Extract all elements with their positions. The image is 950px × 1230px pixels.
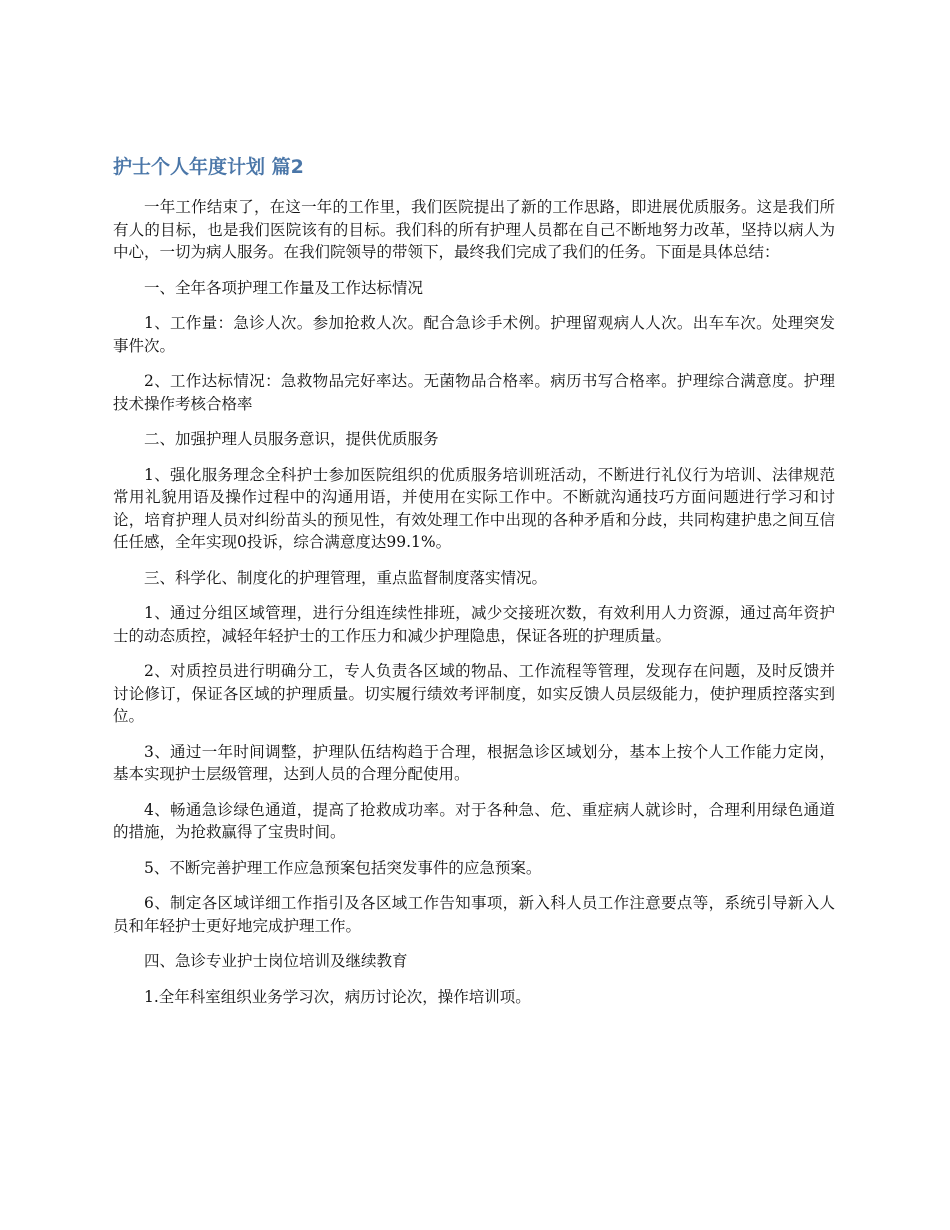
paragraph-workload: 1、工作量：急诊人次。参加抢救人次。配合急诊手术例。护理留观病人人次。出车车次。处理突发事件次。 xyxy=(113,314,835,355)
section-heading-1: 一、全年各项护理工作量及工作达标情况 xyxy=(144,278,424,297)
intro-paragraph: 一年工作结束了，在这一年的工作里，我们医院提出了新的工作思路，即进展优质服务。这是我们所有人的目标，也是我们医院该有的目标。我们科的所有护理人员都在自己不断地努力改革，坚持以病人为中心，一切为病人服务。在我们院领导的带领下，最终我们完成了我们的任务。下面是具体总结： xyxy=(113,198,835,261)
page-title: 护士个人年度计划 篇2 xyxy=(113,156,304,178)
paragraph-management-5: 5、不断完善护理工作应急预案包括突发事件的应急预案。 xyxy=(144,858,542,877)
section-heading-2: 二、加强护理人员服务意识，提供优质服务 xyxy=(144,430,439,448)
paragraph-training-1: 1.全年科室组织业务学习次，病历讨论次，操作培训项。 xyxy=(144,987,531,1006)
paragraph-management-3: 3、通过一年时间调整，护理队伍结构趋于合理，根据急诊区域划分，基本上按个人工作能力定岗，基本实现护士层级管理，达到人员的合理分配使用。 xyxy=(113,742,835,783)
paragraph-service: 1、强化服务理念全科护士参加医院组织的优质服务培训班活动，不断进行礼仪行为培训、法律规范常用礼貌用语及操作过程中的沟通用语，并使用在实际工作中。不断就沟通技巧方面问题进行学习和讨论，培育护理人员对纠纷苗头的预见性，有效处理工作中出现的各种矛盾和分歧，共同构建护患之间互信任任感，全年实现0投诉，综合满意度达99.1%。 xyxy=(113,465,835,551)
section-heading-4: 四、急诊专业护士岗位培训及继续教育 xyxy=(144,952,408,970)
paragraph-management-1: 1、通过分组区域管理，进行分组连续性排班，减少交接班次数，有效利用人力资源，通过高年资护士的动态质控，减轻年轻护士的工作压力和减少护理隐患，保证各班的护理质量。 xyxy=(113,604,835,645)
paragraph-management-4: 4、畅通急诊绿色通道，提高了抢救成功率。对于各种急、危、重症病人就诊时，合理利用绿色通道的措施，为抢救赢得了宝贵时间。 xyxy=(113,800,835,841)
document-page xyxy=(113,152,835,1021)
paragraph-management-2: 2、对质控员进行明确分工，专人负责各区域的物品、工作流程等管理，发现存在问题，及时反馈并讨论修订，保证各区域的护理质量。切实履行绩效考评制度，如实反馈人员层级能力，使护理质控落实到位。 xyxy=(113,662,835,725)
paragraph-management-6: 6、制定各区域详细工作指引及各区域工作告知事项，新入科人员工作注意要点等，系统引导新入人员和年轻护士更好地完成护理工作。 xyxy=(113,894,835,935)
section-heading-3: 三、科学化、制度化的护理管理，重点监督制度落实情况。 xyxy=(144,568,548,587)
paragraph-standards: 2、工作达标情况：急救物品完好率达。无菌物品合格率。病历书写合格率。护理综合满意度。护理技术操作考核合格率 xyxy=(113,372,835,413)
